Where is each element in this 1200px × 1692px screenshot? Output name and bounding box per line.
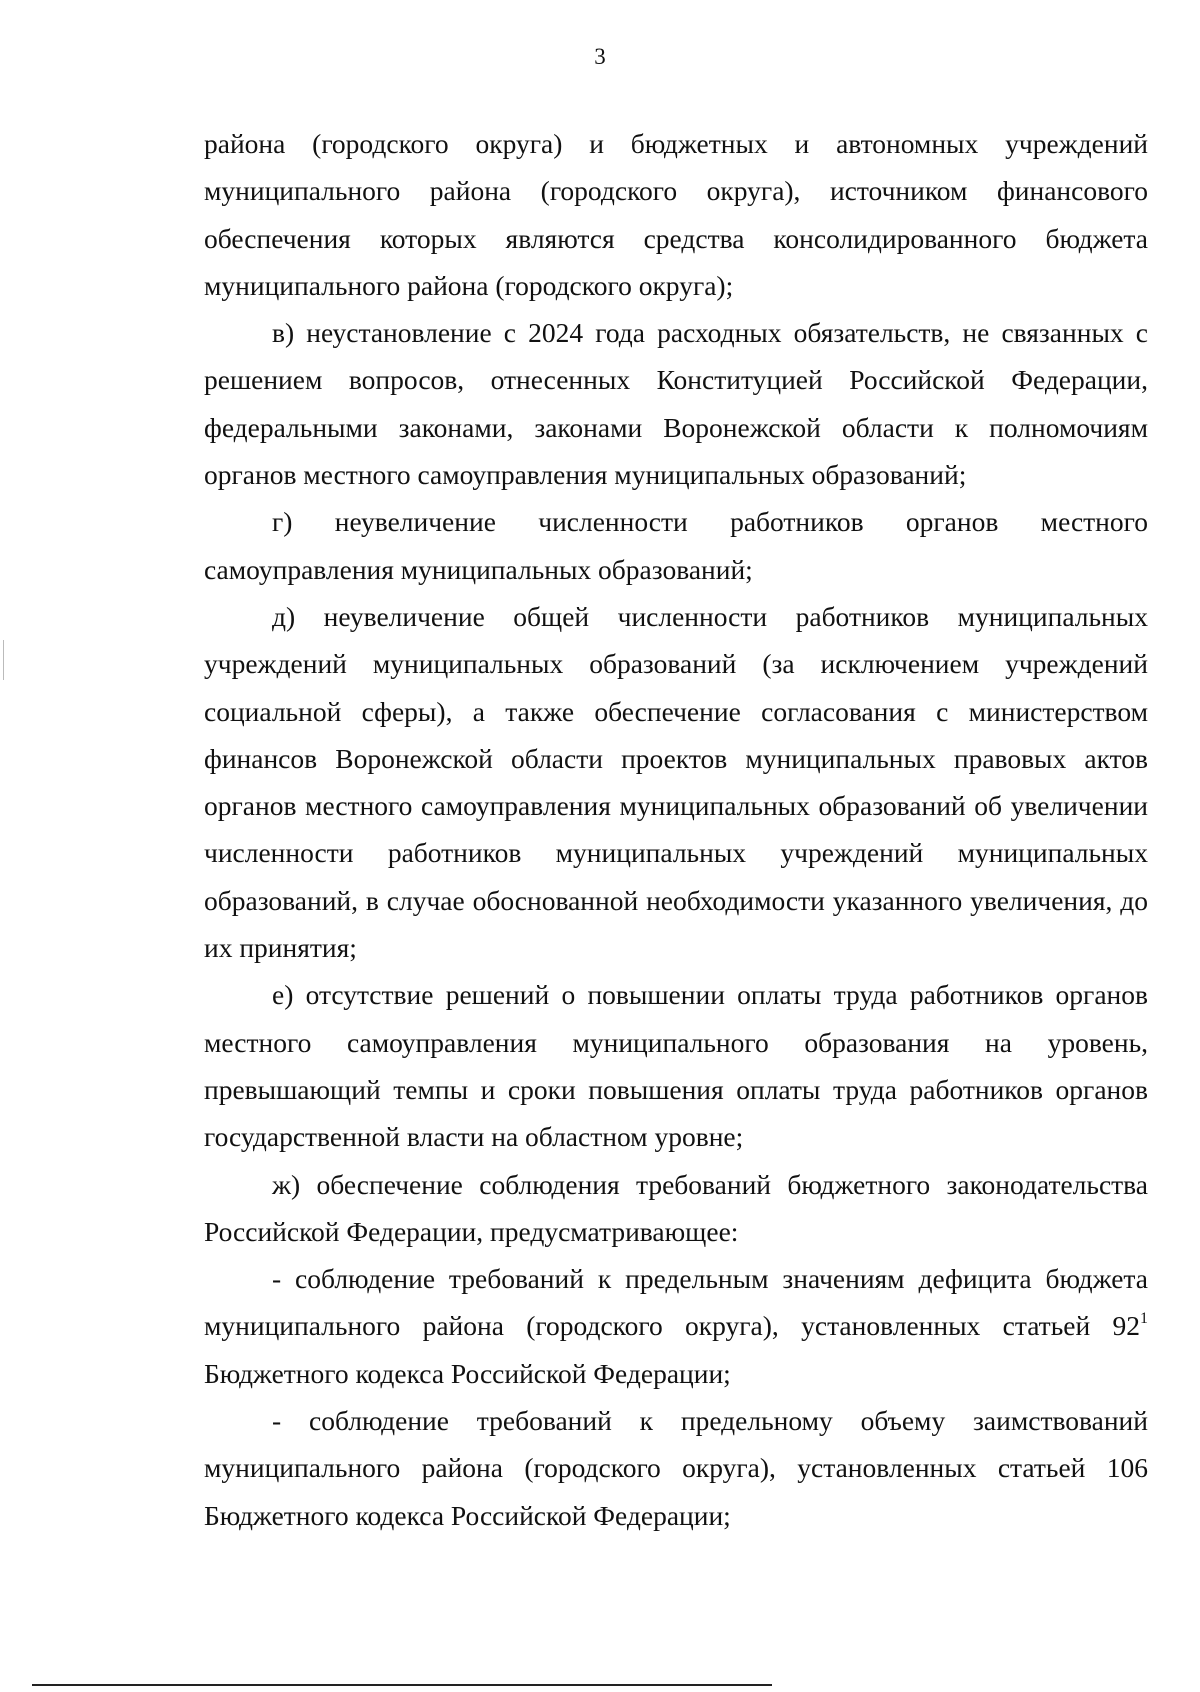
article-superscript: 1 bbox=[1140, 1310, 1148, 1328]
paragraph-continuation: района (городского округа) и бюджетных и автономных учреждений муниципального района (городского округа), источником финансового обеспечения которых являются средства консолидированного бюджета муниципального района (городского округа); bbox=[204, 128, 1148, 301]
body-text bbox=[204, 120, 1148, 1539]
paragraph-zh-item-2: - соблюдение требований к предельному объему заимствований муниципального района (городского округа), установленных статьей 106 Бюджетного кодекса Российской Федерации; bbox=[204, 1405, 1148, 1531]
paragraph-d: д) неувеличение общей численности работников муниципальных учреждений муниципальных образований (за исключением учреждений социальной сферы), а также обеспечение согласования с министерством финансов Воронежской области проектов муниципальных правовых актов органов местного самоуправления муниципальных образований об увеличении численности работников муниципальных учреждений муниципальных образований, в случае обоснованной необходимости указанного увеличения, до их принятия; bbox=[204, 600, 1148, 964]
paragraph-e: е) отсутствие решений о повышении оплаты труда работников органов местного самоуправления муниципального образования на уровень, превышающий темпы и сроки повышения оплаты труда работников органов государственной власти на областном уровне; bbox=[204, 979, 1148, 1153]
paragraph-zh-item-1 bbox=[204, 1255, 1148, 1397]
paragraph-v: в) неустановление с 2024 года расходных обязательств, не связанных с решением вопросов, отнесенных Конституцией Российской Федерации, федеральными законами, законами Воронежской области к полномочиям органов местного самоуправления муниципальных образований; bbox=[204, 317, 1148, 491]
bottom-rule bbox=[32, 1684, 772, 1686]
scan-edge-mark bbox=[3, 640, 4, 680]
paragraph-g: г) неувеличение численности работников органов местного самоуправления муниципальных образований; bbox=[204, 506, 1148, 585]
page-number: 3 bbox=[594, 44, 606, 69]
paragraph-zh: ж) обеспечение соблюдения требований бюджетного законодательства Российской Федерации, предусматривающее: bbox=[204, 1168, 1148, 1247]
item-1-text-before: - соблюдение требований к предельным значениям дефицита бюджета муниципального района (городского округа), установленных статьей 92 bbox=[204, 1263, 1148, 1342]
item-1-text-after: Бюджетного кодекса Российской Федерации; bbox=[204, 1357, 731, 1389]
